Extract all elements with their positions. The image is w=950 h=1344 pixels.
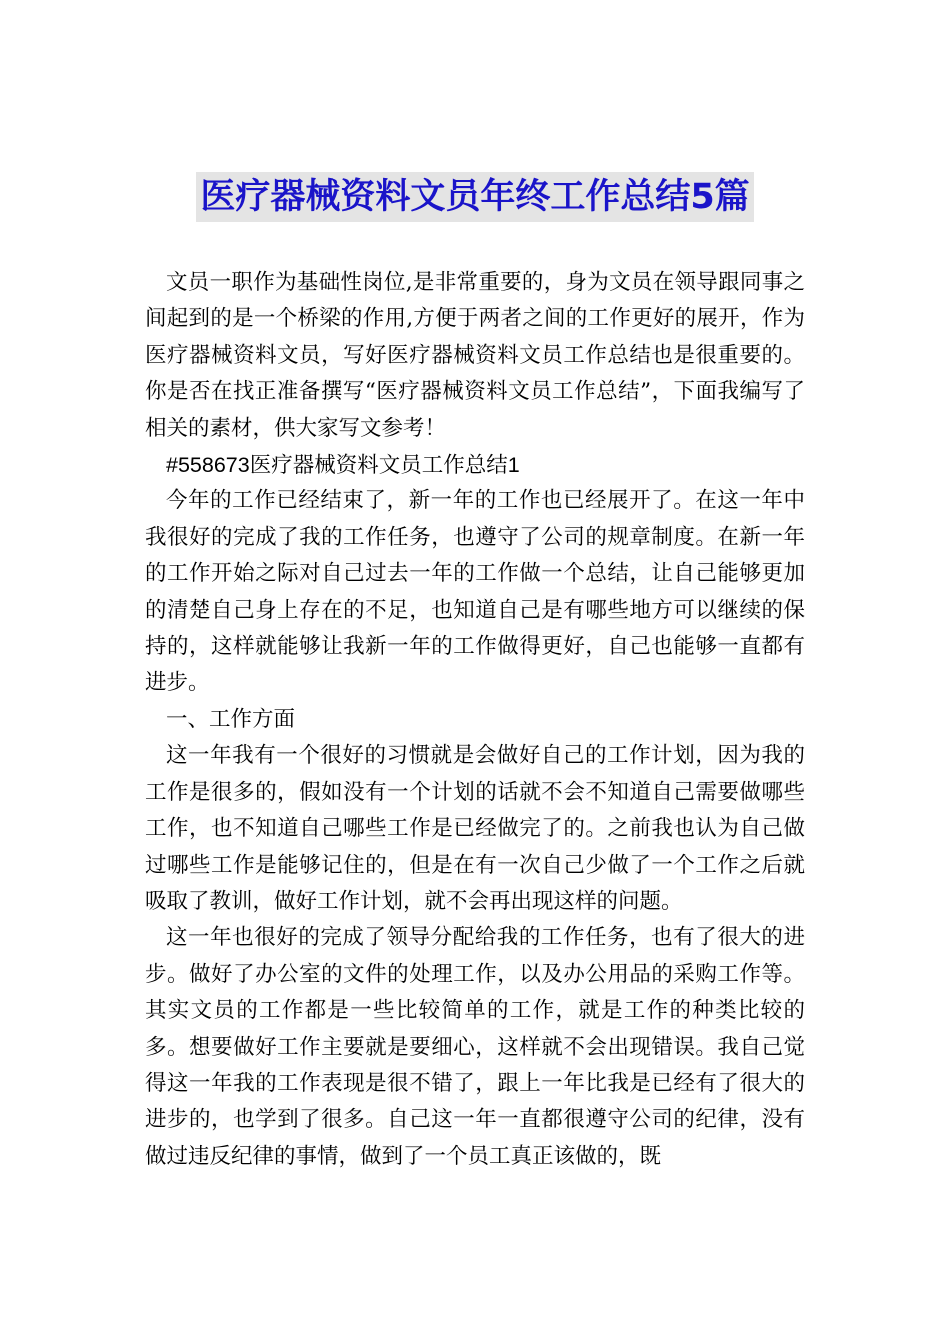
intro-paragraph: 文员一职作为基础性岗位,是非常重要的，身为文员在领导跟同事之间起到的是一个桥梁的作用,方便于两者之间的工作更好的展开，作为医疗器械资料文员，写好医疗器械资料文员工作总结也是很重要的。你是否在找正准备撰写“医疗器械资料文员工作总结”，下面我编写了相关的素材，供大家写文参考！ (145, 270, 805, 441)
document-title: 医疗器械资料文员年终工作总结5篇 (196, 172, 753, 222)
section-heading: #558673医疗器械资料文员工作总结1 (166, 453, 520, 478)
title-container (0, 172, 950, 222)
subsection-heading: 一、工作方面 (166, 706, 296, 732)
document-body (145, 265, 805, 1175)
body-paragraph: 这一年也很好的完成了领导分配给我的工作任务，也有了很大的进步。做好了办公室的文件的处理工作，以及办公用品的采购工作等。其实文员的工作都是一些比较简单的工作，就是工作的种类比较的多。想要做好工作主要就是要细心，这样就不会出现错误。我自己觉得这一年我的工作表现是很不错了，跟上一年比我是已经有了很大的进步的，也学到了很多。自己这一年一直都很遵守公司的纪律，没有做过违反纪律的事情，做到了一个员工真正该做的，既 (145, 925, 805, 1169)
body-paragraph: 这一年我有一个很好的习惯就是会做好自己的工作计划，因为我的工作是很多的，假如没有一个计划的话就不会不知道自己需要做哪些工作，也不知道自己哪些工作是已经做完了的。之前我也认为自己做过哪些工作是能够记住的，但是在有一次自己少做了一个工作之后就吸取了教训，做好工作计划，就不会再出现这样的问题。 (145, 743, 805, 914)
body-paragraph: 今年的工作已经结束了，新一年的工作也已经展开了。在这一年中我很好的完成了我的工作任务，也遵守了公司的规章制度。在新一年的工作开始之际对自己过去一年的工作做一个总结，让自己能够更加的清楚自己身上存在的不足，也知道自己是有哪些地方可以继续的保持的，这样就能够让我新一年的工作做得更好，自己也能够一直都有进步。 (145, 488, 805, 696)
